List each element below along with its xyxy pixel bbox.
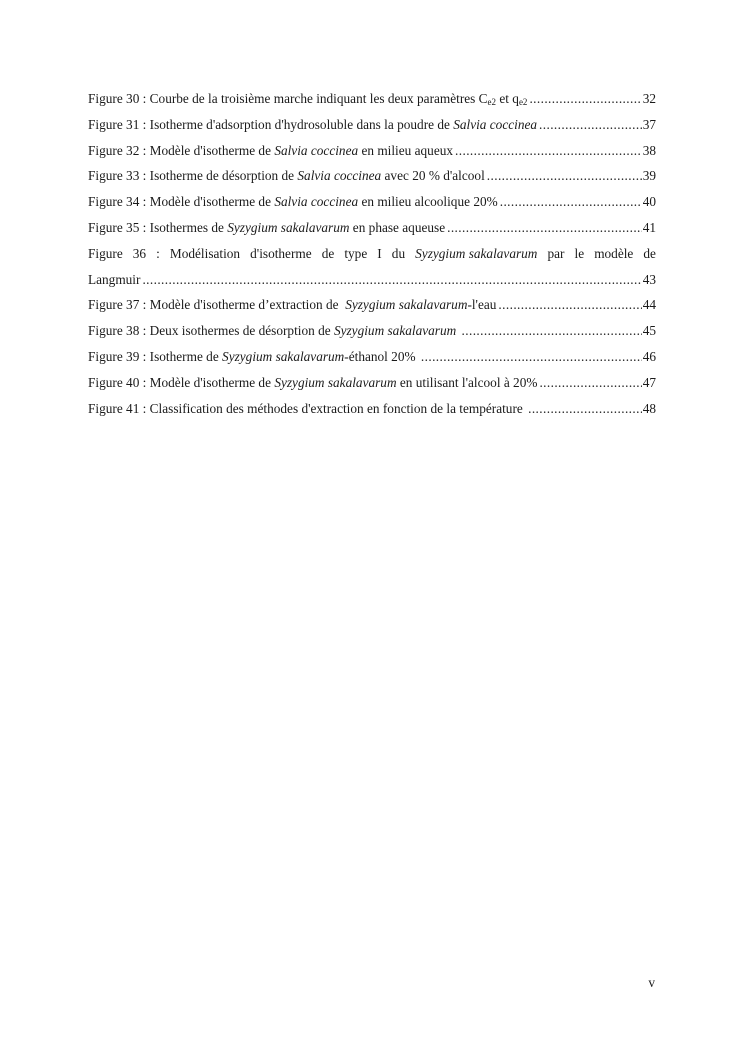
toc-page-number: 41 [642,219,656,235]
toc-page-number: 40 [642,194,656,210]
species-name: Salvia coccinea [274,194,359,210]
dot-leader [528,396,642,422]
toc-entry-text: Figure 37 : Modèle d'isotherme d’extraction de Syzygium sakalavarum-l'eau [88,297,497,313]
dot-leader [455,138,642,164]
toc-entry-text: Figure 34 : Modèle d'isotherme de Salvia coccinea en milieu alcoolique 20% [88,194,498,210]
species-name: Salvia coccinea [274,142,359,158]
toc-page-number: 46 [642,348,656,364]
toc-entry-text: Figure 33 : Isotherme de désorption de Salvia coccinea avec 20 % d'alcool [88,168,485,184]
toc-entry-figure-36-line-2[interactable] [88,267,656,293]
toc-entry-figure-40[interactable] [88,370,656,396]
subscript: e2 [487,97,497,107]
toc-entry-text: Figure 30 : Courbe de la troisième marche indiquant les deux paramètres $C_{e2}$ et $q_{e2}$ [88,91,528,107]
species-name: Syzygium sakalavarum [274,374,397,390]
toc-entry-figure-38[interactable] [88,318,656,344]
toc-entry-text: Figure 32 : Modèle d'isotherme de Salvia coccinea en milieu aqueux [88,142,454,158]
toc-page-number: 39 [642,168,656,184]
toc-entry-figure-30[interactable] [88,86,656,112]
toc-entry-text: Langmuir [88,271,141,287]
dot-leader [539,370,641,396]
dot-leader [421,344,642,370]
dot-leader [142,267,641,293]
toc-page-number: 47 [642,374,656,390]
toc-entry-text: Figure 40 : Modèle d'isotherme de Syzygium sakalavarum en utilisant l'alcool à 20% [88,374,538,390]
toc-entry-figure-34[interactable] [88,189,656,215]
toc-entry-figure-41[interactable] [88,396,656,422]
toc-entry-text: Figure 31 : Isotherme d'adsorption d'hydrosoluble dans la poudre de Salvia coccinea [88,116,538,132]
species-name: Syzygium sakalavarum [333,323,457,339]
toc-page-number: 43 [642,271,656,287]
toc-entry-figure-35[interactable] [88,215,656,241]
dot-leader [447,215,642,241]
toc-page-number: 45 [642,323,656,339]
toc-entry-text: Figure 41 : Classification des méthodes d'extraction en fonction de la température [88,400,527,416]
toc-entry-figure-32[interactable] [88,138,656,164]
species-name: Salvia coccinea [453,116,538,132]
subscript: e2 [518,97,528,107]
species-name: Syzygium sakalavarum [345,297,468,313]
toc-entry-figure-36-line-1[interactable] [88,241,656,267]
toc-page-number: 44 [642,297,656,313]
species-name: Syzygium sakalavarum [227,219,350,235]
toc-page-number: 37 [642,116,656,132]
toc-page-number: 38 [642,142,656,158]
toc-entry-text: Figure 39 : Isotherme de Syzygium sakalavarum-éthanol 20% [88,348,419,364]
species-name: Salvia coccinea [297,168,382,184]
dot-leader [462,318,642,344]
toc-entry-figure-33[interactable] [88,163,656,189]
list-of-figures [88,86,656,421]
dot-leader [529,86,641,112]
dot-leader [539,112,642,138]
toc-page-number: 48 [642,400,656,416]
toc-entry-text: Figure 35 : Isothermes de Syzygium sakalavarum en phase aqueuse [88,219,446,235]
species-name: Syzygium sakalavarum [222,348,345,364]
toc-page-number: 32 [642,91,656,106]
toc-entry-text: Figure 38 : Deux isothermes de désorption de Syzygium sakalavarum [88,323,457,339]
dot-leader [498,292,641,318]
page-number: v [648,975,655,990]
species-name: Syzygium sakalavarum [415,245,538,261]
dot-leader [500,189,642,215]
toc-entry-figure-31[interactable] [88,112,656,138]
toc-entry-figure-39[interactable] [88,344,656,370]
dot-leader [487,163,642,189]
toc-entry-figure-37[interactable] [88,292,656,318]
toc-entry-text: Figure 36 : Modélisation d'isotherme de type I du Syzygium sakalavarum par le modèle de [88,241,656,267]
